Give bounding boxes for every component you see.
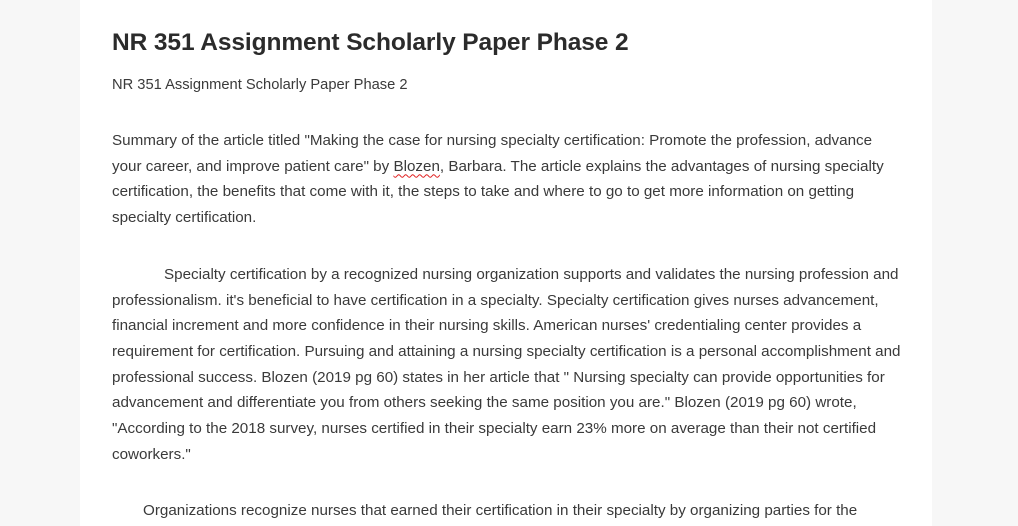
document-content	[112, 26, 902, 524]
paragraph-summary-text-end: , Barbara. The article explains the advantages of nursing specialty certification, the benefits that come with it, the steps to take and where to go to get more information on getting specialty certification.	[112, 157, 884, 227]
paragraph-summary-text-start: Summary of the article titled "Making the case for nursing specialty certification: Promote the profession, advance your career, and improve patient care" by	[112, 132, 873, 175]
page-title: NR 351 Assignment Scholarly Paper Phase 2	[112, 29, 629, 56]
paragraph-organizations-text: Organizations recognize nurses that earned their certification in their specialty by organizing parties for the	[143, 502, 858, 520]
document-page	[80, 0, 932, 526]
paragraph-certification	[112, 262, 902, 468]
paragraph-certification-text: Specialty certification by a recognized nursing organization supports and validates the nursing profession and professionalism. it's beneficial to have certification in a specialty. Specialty certification gives nurses advancement, financial increment and more confidence in their nursing skills. American nurses' credentialing center provides a requirement for certification. Pursuing and attaining a nursing specialty certification is a personal accomplishment and professional success. Blozen (2019 pg 60) states in her article that " Nursing specialty can provide opportunities for advancement and differentiate you from others seeking the same position you are." Blozen (2019 pg 60) wrote, "According to the 2018 survey, nurses certified in their specialty earn 23% more on average than their not certified coworkers."	[112, 265, 901, 463]
paragraph-summary	[112, 128, 902, 231]
spellcheck-flagged-word[interactable]: Blozen	[393, 157, 440, 175]
document-subtitle: NR 351 Assignment Scholarly Paper Phase 2	[112, 77, 408, 93]
paragraph-organizations	[112, 498, 902, 524]
